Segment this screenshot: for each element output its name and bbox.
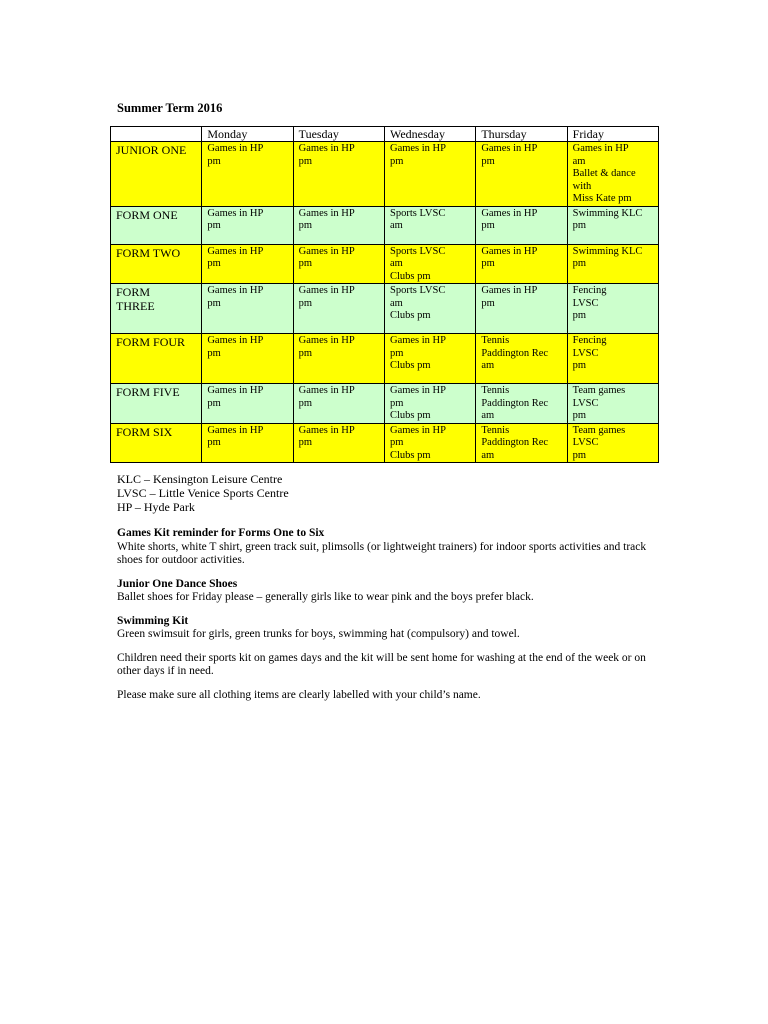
header-day-tuesday: Tuesday xyxy=(293,127,384,142)
activity-line: pm xyxy=(207,347,221,359)
activity-line: Ballet & dance xyxy=(572,168,636,179)
activity-cell-friday xyxy=(567,142,658,207)
activity-line: am xyxy=(389,258,403,269)
activity-line: Sports LVSC xyxy=(389,285,446,296)
activity-cell-thursday xyxy=(476,384,567,424)
activity-line: Games in HP xyxy=(207,207,264,219)
form-name-line: FORM TWO xyxy=(116,245,181,260)
activity-line: pm xyxy=(298,258,313,269)
activity-line: Miss Kate pm xyxy=(572,193,632,204)
activity-line: pm xyxy=(298,347,313,359)
activity-line: Clubs pm xyxy=(389,410,431,421)
activity-line: Fencing xyxy=(572,285,607,296)
form-name-line: JUNIOR ONE xyxy=(116,143,187,157)
table-row xyxy=(111,334,659,384)
activity-line: am xyxy=(572,155,586,167)
swimming-kit-heading: Swimming Kit xyxy=(117,614,189,627)
activity-cell-tuesday xyxy=(293,284,384,334)
form-name-line: FORM SIX xyxy=(116,424,173,439)
activity-line: Clubs pm xyxy=(389,449,431,461)
notes-section xyxy=(117,527,657,712)
activity-cell-tuesday xyxy=(293,423,384,463)
activity-line: am xyxy=(481,360,495,371)
activity-line: Games in HP xyxy=(298,245,355,257)
activity-line: Games in HP xyxy=(481,285,538,296)
header-day-friday: Friday xyxy=(567,127,658,142)
activity-line: Fencing xyxy=(572,335,607,346)
legend-line-klc: KLC – Kensington Leisure Centre xyxy=(117,472,283,486)
activity-line: Games in HP xyxy=(481,207,538,219)
activity-line: pm xyxy=(572,258,587,269)
games-kit-heading: Games Kit reminder for Forms One to Six xyxy=(117,527,325,539)
activity-cell-monday xyxy=(202,423,293,463)
activity-cell-friday xyxy=(567,384,658,424)
activity-cell-friday xyxy=(567,244,658,284)
activity-line: Games in HP xyxy=(207,385,264,396)
activity-line: Games in HP xyxy=(298,285,355,296)
kit-days-text: Children need their sports kit on games days and the kit will be sent home for washing at the end of the week or on other days if in need. xyxy=(117,651,646,677)
activity-line: Swimming KLC xyxy=(572,207,643,219)
activity-line: LVSC xyxy=(572,297,599,309)
activity-line: pm xyxy=(207,258,221,269)
activity-line: pm xyxy=(298,437,313,448)
activity-line: Games in HP xyxy=(298,335,355,346)
activity-cell-thursday xyxy=(476,244,567,284)
activity-cell-thursday xyxy=(476,423,567,463)
form-name-cell xyxy=(111,142,202,207)
activity-line: pm xyxy=(481,155,495,167)
activity-line: pm xyxy=(481,220,495,231)
legend-line-hp: HP – Hyde Park xyxy=(117,500,195,514)
header-day-monday: Monday xyxy=(202,127,293,142)
activity-line: pm xyxy=(298,297,313,309)
activity-line: Swimming KLC xyxy=(572,245,643,257)
activity-line: Games in HP xyxy=(207,143,264,154)
form-name-cell xyxy=(111,423,202,463)
activity-cell-thursday xyxy=(476,284,567,334)
table-body xyxy=(111,142,659,463)
sports-schedule-table xyxy=(110,126,659,463)
activity-cell-monday xyxy=(202,334,293,384)
activity-cell-wednesday xyxy=(384,284,475,334)
kit-days-section xyxy=(117,652,657,679)
activity-line: pm xyxy=(389,347,404,359)
activity-line: pm xyxy=(207,297,221,309)
activity-line: Games in HP xyxy=(389,385,446,396)
activity-line: Paddington Rec xyxy=(481,397,549,409)
activity-line: pm xyxy=(298,397,313,409)
activity-cell-friday xyxy=(567,284,658,334)
games-kit-section xyxy=(117,527,657,568)
table-row xyxy=(111,384,659,424)
activity-cell-tuesday xyxy=(293,244,384,284)
activity-line: pm xyxy=(572,360,587,371)
activity-line: Sports LVSC xyxy=(389,207,446,219)
table-row xyxy=(111,244,659,284)
activity-line: Games in HP xyxy=(389,335,446,346)
header-day-thursday: Thursday xyxy=(476,127,567,142)
legend-line-lvsc: LVSC – Little Venice Sports Centre xyxy=(117,486,289,500)
activity-line: Team games xyxy=(572,385,626,396)
activity-cell-friday xyxy=(567,206,658,244)
activity-line: pm xyxy=(481,297,495,309)
activity-line: Paddington Rec xyxy=(481,347,549,359)
activity-cell-monday xyxy=(202,384,293,424)
activity-cell-tuesday xyxy=(293,142,384,207)
activity-line: Paddington Rec xyxy=(481,437,549,448)
form-name-cell xyxy=(111,284,202,334)
activity-cell-thursday xyxy=(476,334,567,384)
activity-line: pm xyxy=(207,437,221,448)
activity-line: am xyxy=(389,220,403,231)
table-row xyxy=(111,206,659,244)
form-name-line: FORM FIVE xyxy=(116,385,180,399)
swimming-kit-section xyxy=(117,615,657,642)
header-day-wednesday: Wednesday xyxy=(384,127,475,142)
form-name-line: FORM FOUR xyxy=(116,335,186,349)
activity-cell-thursday xyxy=(476,142,567,207)
activity-line: LVSC xyxy=(572,347,599,359)
form-name-cell xyxy=(111,334,202,384)
activity-line: Games in HP xyxy=(572,143,629,154)
activity-line: Games in HP xyxy=(207,245,264,257)
dance-shoes-heading: Junior One Dance Shoes xyxy=(117,577,238,590)
activity-cell-tuesday xyxy=(293,334,384,384)
activity-cell-monday xyxy=(202,244,293,284)
activity-line: pm xyxy=(572,410,587,421)
activity-line: am xyxy=(481,449,495,461)
header-blank-cell xyxy=(111,127,202,142)
activity-cell-monday xyxy=(202,206,293,244)
form-name-cell xyxy=(111,384,202,424)
activity-line: Clubs pm xyxy=(389,360,431,371)
table-row xyxy=(111,142,659,207)
table-header-row xyxy=(111,127,659,142)
activity-line: Tennis xyxy=(481,385,510,396)
activity-cell-friday xyxy=(567,334,658,384)
activity-line: with xyxy=(572,180,592,192)
activity-cell-tuesday xyxy=(293,384,384,424)
activity-line: Games in HP xyxy=(298,207,355,219)
activity-cell-monday xyxy=(202,284,293,334)
activity-line: Games in HP xyxy=(481,143,538,154)
activity-line: pm xyxy=(298,220,313,231)
activity-line: pm xyxy=(572,220,587,231)
activity-cell-wednesday xyxy=(384,142,475,207)
form-name-line: THREE xyxy=(116,298,155,313)
activity-line: pm xyxy=(572,310,587,321)
activity-line: Games in HP xyxy=(298,385,355,396)
table-row xyxy=(111,284,659,334)
activity-line: pm xyxy=(207,155,221,167)
form-name-cell xyxy=(111,206,202,244)
activity-line: Games in HP xyxy=(298,143,355,154)
activity-line: pm xyxy=(298,155,313,167)
activity-cell-wednesday xyxy=(384,423,475,463)
activity-line: pm xyxy=(481,258,495,269)
document-title: Summer Term 2016 xyxy=(117,101,223,115)
activity-line: am xyxy=(389,297,403,309)
activity-line: pm xyxy=(389,437,404,448)
activity-line: Games in HP xyxy=(207,285,264,296)
activity-line: Tennis xyxy=(481,424,510,436)
activity-cell-wednesday xyxy=(384,384,475,424)
activity-line: Games in HP xyxy=(389,424,446,436)
labels-text: Please make sure all clothing items are clearly labelled with your child’s name. xyxy=(117,688,481,701)
activity-line: pm xyxy=(207,220,221,231)
activity-cell-monday xyxy=(202,142,293,207)
activity-line: pm xyxy=(572,449,587,461)
activity-line: am xyxy=(481,410,495,421)
games-kit-text: White shorts, white T shirt, green track suit, plimsolls (or lightweight trainers) for indoor sports activities and track shoes for outdoor activities. xyxy=(117,540,647,566)
dance-shoes-text: Ballet shoes for Friday please – generally girls like to wear pink and the boys prefer black. xyxy=(117,591,534,603)
activity-line: LVSC xyxy=(572,437,599,448)
activity-line: Games in HP xyxy=(389,143,446,154)
labels-section xyxy=(117,689,657,703)
abbreviation-legend xyxy=(117,472,289,514)
activity-line: pm xyxy=(389,155,404,167)
activity-line: Team games xyxy=(572,424,626,436)
activity-cell-wednesday xyxy=(384,334,475,384)
activity-cell-friday xyxy=(567,423,658,463)
activity-line: LVSC xyxy=(572,397,599,409)
activity-line: Games in HP xyxy=(207,424,264,436)
activity-cell-wednesday xyxy=(384,244,475,284)
table-row xyxy=(111,423,659,463)
activity-line: Clubs pm xyxy=(389,310,431,321)
activity-line: Games in HP xyxy=(298,424,355,436)
activity-cell-tuesday xyxy=(293,206,384,244)
activity-line: pm xyxy=(207,397,221,409)
activity-line: Clubs pm xyxy=(389,270,431,282)
dance-shoes-section xyxy=(117,578,657,605)
form-name-line: FORM xyxy=(116,285,151,299)
activity-cell-wednesday xyxy=(384,206,475,244)
swimming-kit-text: Green swimsuit for girls, green trunks for boys, swimming hat (compulsory) and towel. xyxy=(117,628,520,640)
activity-line: Games in HP xyxy=(481,245,538,257)
form-name-line: FORM ONE xyxy=(116,207,178,222)
activity-line: Sports LVSC xyxy=(389,245,446,257)
activity-line: Tennis xyxy=(481,335,510,346)
form-name-cell xyxy=(111,244,202,284)
activity-cell-thursday xyxy=(476,206,567,244)
activity-line: Games in HP xyxy=(207,335,264,346)
activity-line: pm xyxy=(389,397,404,409)
